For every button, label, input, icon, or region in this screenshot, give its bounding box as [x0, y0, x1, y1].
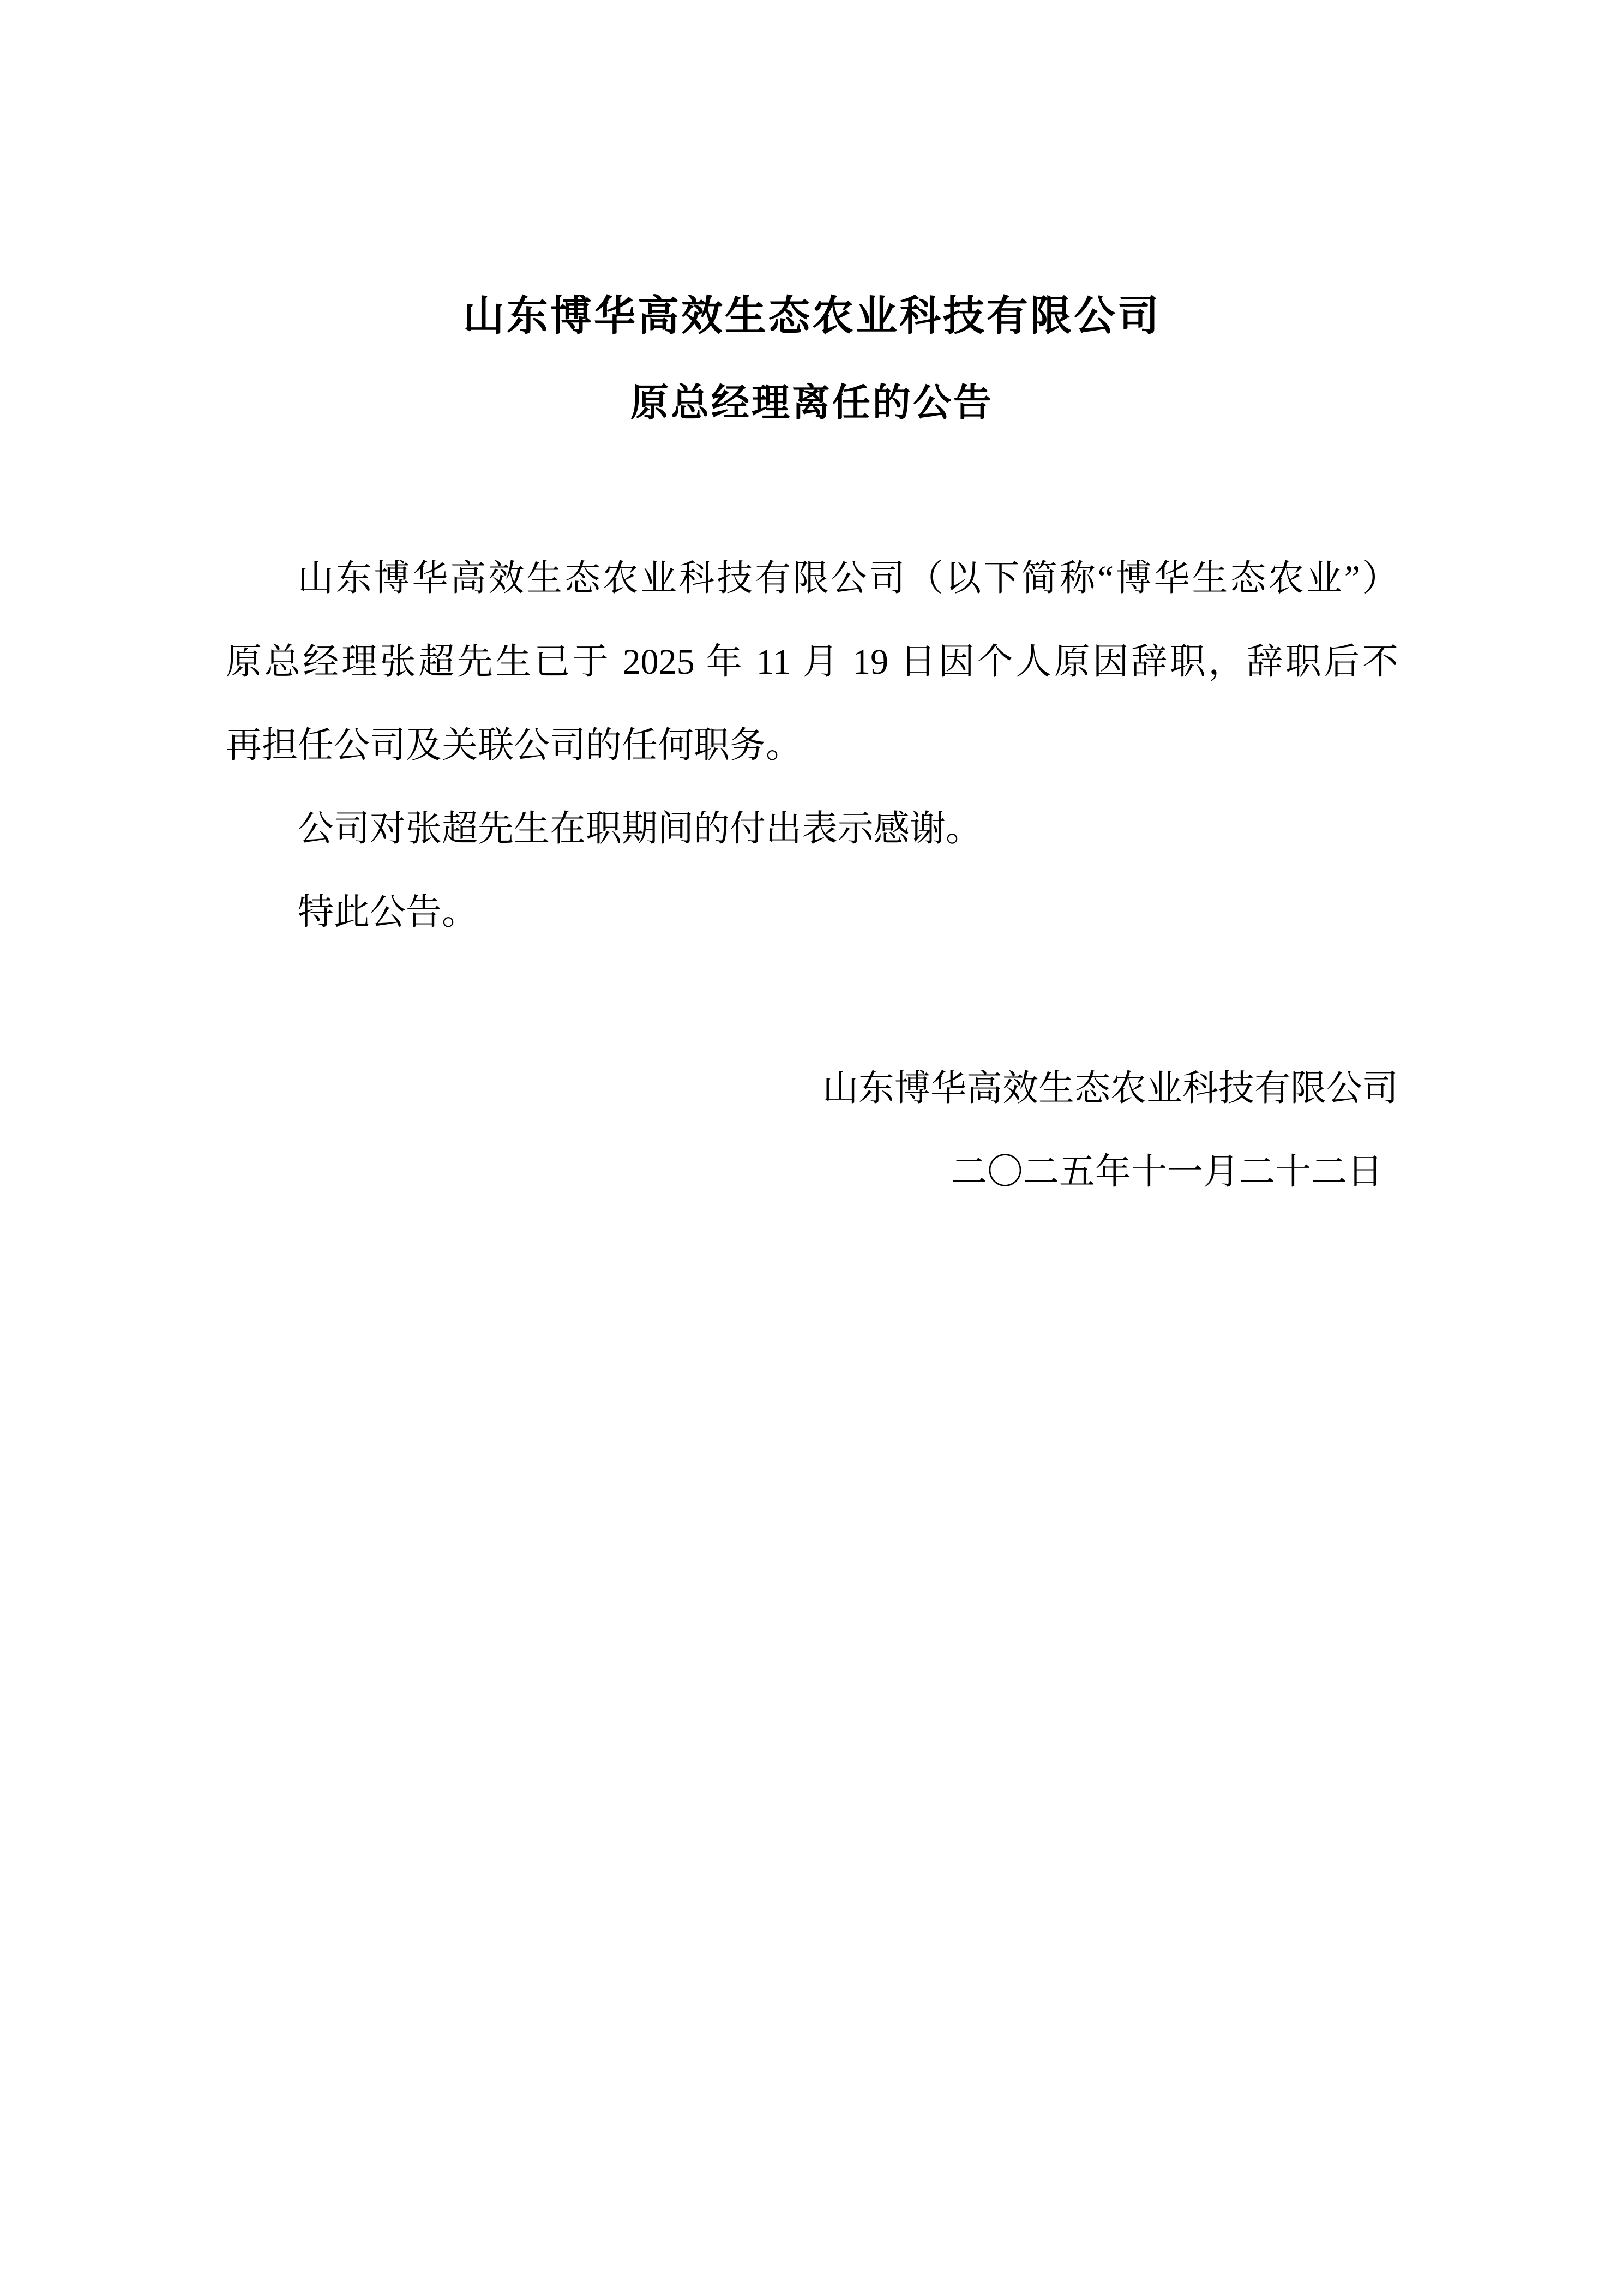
document-title-subject: 原总经理离任的公告 — [630, 382, 994, 424]
signature-block — [226, 1047, 1398, 1214]
body-paragraph-1 — [226, 537, 1398, 787]
body-paragraph-3-line-1: 特此公告。 — [298, 892, 478, 932]
body-paragraph-2-line-1: 公司对张超先生在职期间的付出表示感谢。 — [298, 809, 982, 849]
body-paragraph-2 — [226, 787, 1398, 871]
body-paragraph-1-line-2: 原总经理张超先生已于 2025 年 11 月 19 日因个人原因辞职，辞职后不 — [226, 642, 1398, 682]
body-paragraph-1-line-3: 再担任公司及关联公司的任何职务。 — [226, 726, 802, 765]
signature-date: 二〇二五年十一月二十二日 — [951, 1152, 1383, 1192]
document-body — [226, 537, 1398, 954]
body-paragraph-3 — [226, 871, 1398, 954]
document-title-company: 山东博华高效生态农业科技有限公司 — [463, 293, 1161, 339]
body-paragraph-1-line-1: 山东博华高效生态农业科技有限公司（以下简称“博华生态农业”） — [298, 559, 1398, 598]
signature-company-name: 山东博华高效生态农业科技有限公司 — [822, 1069, 1398, 1108]
